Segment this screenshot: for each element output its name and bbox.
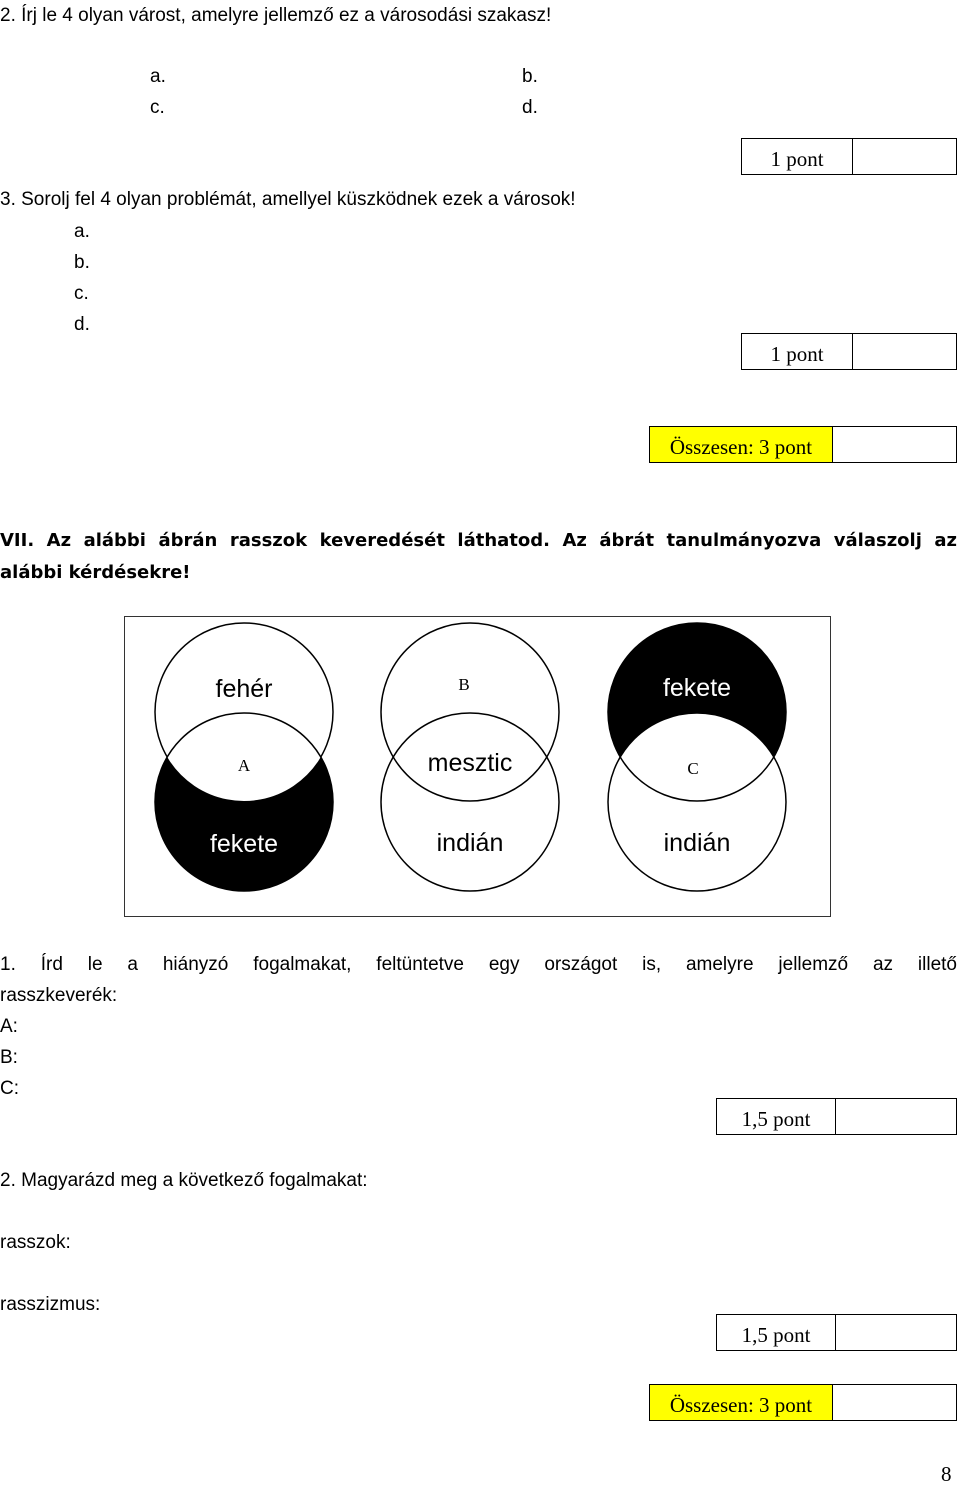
- race-mixing-diagram: [124, 616, 831, 917]
- label-bottom: fekete: [209, 830, 279, 858]
- score-box-3: [716, 1098, 957, 1135]
- section-7-line-2: alábbi kérdésekre!: [0, 562, 191, 583]
- q2-prompt: 2. Írj le 4 olyan várost, amelyre jellemző ez a városodási szakasz!: [0, 5, 552, 26]
- label-middle: A: [237, 756, 251, 775]
- q1-line-1: 1. Írd le a hiányzó fogalmakat, feltüntetve egy országot is, amelyre jellemző az illető: [0, 954, 957, 975]
- q2-item-d: d.: [522, 97, 538, 118]
- venn-group-2: [381, 623, 559, 891]
- q1-line-2: rasszkeverék:: [0, 985, 118, 1006]
- circle-bottom: [381, 713, 559, 891]
- total-box-2: [649, 1384, 957, 1421]
- q3-item-a: a.: [74, 221, 90, 242]
- page-number: 8: [941, 1462, 952, 1486]
- q2b-prompt: 2. Magyarázd meg a következő fogalmakat:: [0, 1170, 368, 1191]
- answer-c: C:: [0, 1078, 19, 1099]
- section-7-line-1: VII. Az alábbi ábrán rasszok keveredését láthatod. Az ábrát tanulmányozva válaszolj az: [0, 530, 957, 551]
- total-cell[interactable]: [833, 427, 956, 462]
- score-cell[interactable]: [836, 1099, 956, 1134]
- label-bottom: indián: [663, 829, 731, 857]
- venn-group-1: [155, 623, 333, 891]
- venn-group-3: [608, 623, 786, 891]
- total-cell[interactable]: [833, 1385, 956, 1420]
- q2-item-b: b.: [522, 66, 538, 87]
- score-label: 1 pont: [742, 139, 853, 174]
- score-cell[interactable]: [836, 1315, 956, 1350]
- total-box-1: [649, 426, 957, 463]
- score-box-1: [741, 138, 957, 175]
- label-top: B: [458, 675, 470, 694]
- answer-a: A:: [0, 1016, 18, 1037]
- label-bottom: indián: [436, 829, 504, 857]
- q2-item-a: a.: [150, 66, 166, 87]
- total-label: Összesen: 3 pont: [650, 427, 833, 462]
- score-cell[interactable]: [853, 334, 956, 369]
- label-top: fekete: [662, 674, 732, 702]
- score-label: 1,5 pont: [717, 1099, 836, 1134]
- score-label: 1 pont: [742, 334, 853, 369]
- score-box-4: [716, 1314, 957, 1351]
- label-top: fehér: [215, 675, 273, 703]
- label-middle: mesztic: [427, 749, 513, 777]
- q3-item-c: c.: [74, 283, 89, 304]
- q3-item-d: d.: [74, 314, 90, 335]
- q3-item-b: b.: [74, 252, 90, 273]
- q2-item-c: c.: [150, 97, 165, 118]
- score-label: 1,5 pont: [717, 1315, 836, 1350]
- label-middle: C: [687, 759, 699, 778]
- overlap-area: [608, 713, 786, 891]
- term-rasszok: rasszok:: [0, 1232, 71, 1253]
- q3-prompt: 3. Sorolj fel 4 olyan problémát, amellyel küszködnek ezek a városok!: [0, 189, 576, 210]
- term-rasszizmus: rasszizmus:: [0, 1294, 101, 1315]
- score-box-2: [741, 333, 957, 370]
- score-cell[interactable]: [853, 139, 956, 174]
- total-label: Összesen: 3 pont: [650, 1385, 833, 1420]
- venn-diagram: [125, 617, 829, 915]
- answer-b: B:: [0, 1047, 18, 1068]
